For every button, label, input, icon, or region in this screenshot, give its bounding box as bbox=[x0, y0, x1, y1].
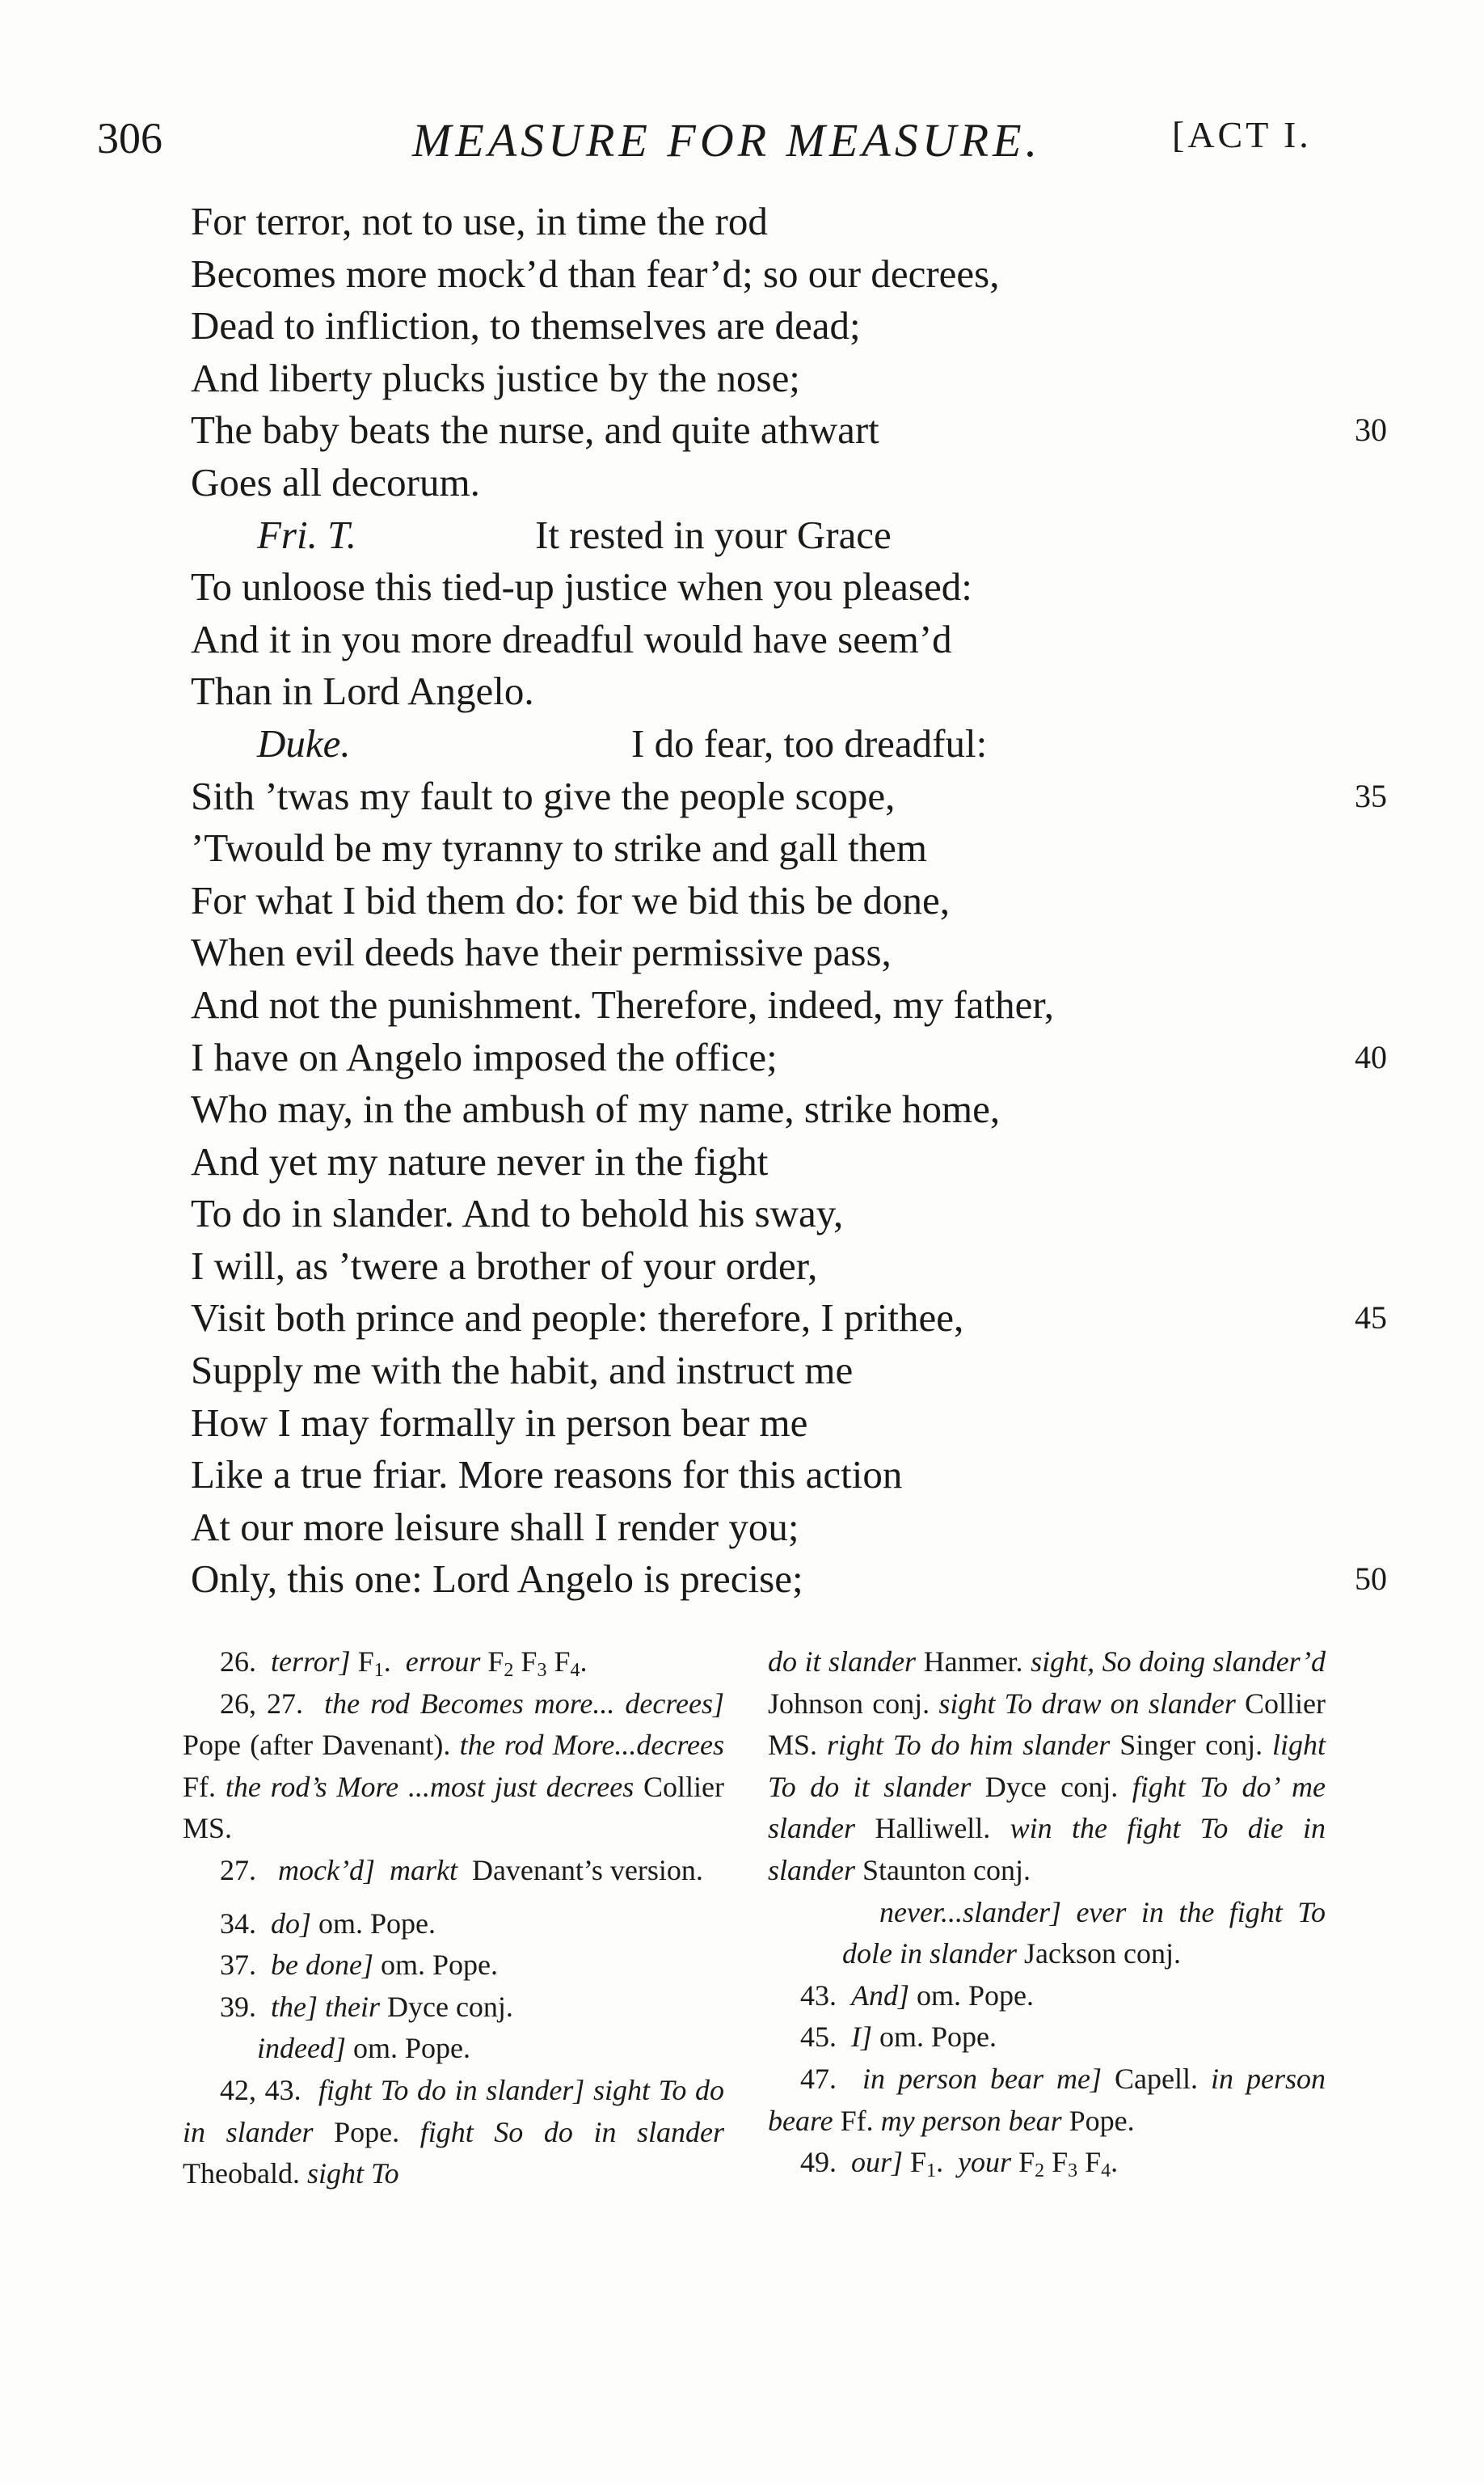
verse-text: Dead to infliction, to themselves are dead; bbox=[191, 303, 861, 348]
speaker-name: Fri. T. bbox=[257, 512, 356, 557]
verse-text: ’Twould be my tyranny to strike and gall them bbox=[191, 826, 928, 871]
verse-text: When evil deeds have their permissive pass, bbox=[191, 930, 892, 975]
note-26: 26. terror] $F_1$. errour $F_2$ $F_3$ $F_4$. bbox=[220, 1645, 588, 1681]
note-47: 47. in person bear me] Capell. in person beare Ff. my person bear Pope. bbox=[768, 2062, 1326, 2137]
verse-text: I do fear, too dreadful: bbox=[631, 720, 988, 766]
verse-line bbox=[191, 822, 1403, 875]
running-head bbox=[97, 113, 1398, 178]
textual-notes-right bbox=[768, 1641, 1326, 2184]
note-37: 37. be done] om. Pope. bbox=[220, 1949, 498, 1982]
verse-line bbox=[191, 979, 1403, 1032]
note-43: 43. And] om. Pope. bbox=[800, 1978, 1035, 2012]
verse-text: It rested in your Grace bbox=[535, 512, 892, 557]
verse-text: For terror, not to use, in time the rod bbox=[191, 199, 768, 243]
verse-line bbox=[191, 1188, 1403, 1240]
verse-text: And yet my nature never in the fight bbox=[191, 1138, 769, 1184]
verse-text: And it in you more dreadful would have seem’d bbox=[191, 616, 952, 661]
verse-line bbox=[191, 1292, 1403, 1345]
verse-text: And liberty plucks justice by the nose; bbox=[191, 355, 800, 400]
note-45: 45. I] om. Pope. bbox=[800, 2021, 997, 2054]
verse-text: And not the punishment. Therefore, indeed, my father, bbox=[191, 982, 1055, 1027]
speaker-name: Duke. bbox=[257, 720, 351, 766]
verse-text: At our more leisure shall I render you; bbox=[191, 1504, 799, 1549]
line-number: 45 bbox=[1355, 1299, 1387, 1337]
verse-text: Like a true friar. More reasons for this action bbox=[191, 1452, 903, 1497]
verse-line bbox=[191, 771, 1403, 823]
verse-line bbox=[191, 300, 1403, 353]
verse-text: To unloose this tied-up justice when you pleased: bbox=[191, 564, 972, 610]
verse-text: Sith ’twas my fault to give the people scope, bbox=[191, 773, 896, 818]
verse-block bbox=[191, 196, 1403, 1606]
verse-text: Than in Lord Angelo. bbox=[191, 669, 534, 714]
verse-line bbox=[191, 875, 1403, 927]
line-number: 40 bbox=[1355, 1038, 1387, 1075]
verse-line bbox=[191, 561, 1403, 614]
verse-line bbox=[191, 457, 1403, 509]
verse-line bbox=[191, 404, 1403, 457]
textual-notes-left bbox=[183, 1641, 724, 2195]
verse-text: Supply me with the habit, and instruct me bbox=[191, 1348, 854, 1393]
verse-text: Visit both prince and people: therefore, I prithee, bbox=[191, 1295, 964, 1341]
line-number: 50 bbox=[1355, 1560, 1387, 1598]
verse-text: For what I bid them do: for we bid this be done, bbox=[191, 877, 951, 923]
verse-line bbox=[191, 509, 1403, 562]
note-42-43-continued: do it slander Hanmer. sight, So doing slander’d Johnson conj. sight To draw on slander Collier MS. right To do him slander Singer conj. light To do it slander Dyce conj. fight To do’ me slander Halliwell. win the fight To die in slander Staunton conj. bbox=[768, 1645, 1326, 1886]
verse-text: To do in slander. And to behold his sway, bbox=[191, 1191, 844, 1236]
act-label: [ACT I. bbox=[1172, 114, 1312, 155]
verse-text: I have on Angelo imposed the office; bbox=[191, 1034, 778, 1079]
verse-line bbox=[191, 1032, 1403, 1084]
note-49: 49. our] $F_1$. your $F_2$ $F_3$ $F_4$. bbox=[800, 2146, 1119, 2182]
verse-line bbox=[191, 1449, 1403, 1501]
verse-line bbox=[191, 1553, 1403, 1606]
verse-line bbox=[191, 1345, 1403, 1397]
note-42-43-b: never...slander] ever in the fight To dole in slander Jackson conj. bbox=[842, 1895, 1326, 1970]
note-42-43: 42, 43. fight To do in slander] sight To do in slander Pope. fight So do in slander Theobald. sight To bbox=[183, 2073, 725, 2190]
verse-line bbox=[191, 1240, 1403, 1293]
verse-line bbox=[191, 665, 1403, 718]
note-39: 39. the] their Dyce conj. bbox=[220, 1990, 513, 2023]
verse-line bbox=[191, 196, 1403, 248]
verse-line bbox=[191, 718, 1403, 771]
verse-text: Who may, in the ambush of my name, strike home, bbox=[191, 1087, 1001, 1132]
verse-line bbox=[191, 1136, 1403, 1189]
verse-text: Only, this one: Lord Angelo is precise; bbox=[191, 1556, 803, 1602]
note-26-27: 26, 27. the rod Becomes more... decrees] Pope (after Davenant). the rod More...decrees Ff. the rod’s More ...most just decrees Collier MS. bbox=[183, 1687, 725, 1845]
play-title: MEASURE FOR MEASURE. bbox=[412, 114, 1042, 167]
verse-line bbox=[191, 353, 1403, 405]
line-number: 30 bbox=[1355, 412, 1387, 449]
line-number: 35 bbox=[1355, 777, 1387, 814]
verse-text: The baby beats the nurse, and quite athwart bbox=[191, 407, 879, 453]
verse-line bbox=[191, 614, 1403, 666]
verse-line bbox=[191, 1083, 1403, 1136]
verse-line bbox=[191, 248, 1403, 301]
note-34: 34. do] om. Pope. bbox=[220, 1907, 436, 1940]
verse-line bbox=[191, 1501, 1403, 1554]
page-number: 306 bbox=[97, 114, 162, 163]
verse-line bbox=[191, 1397, 1403, 1450]
verse-text: I will, as ’twere a brother of your order, bbox=[191, 1243, 818, 1288]
verse-text: Goes all decorum. bbox=[191, 459, 480, 505]
verse-line bbox=[191, 927, 1403, 979]
note-27: 27. mock’d] markt Davenant’s version. bbox=[220, 1853, 703, 1886]
verse-text: How I may formally in person bear me bbox=[191, 1400, 808, 1445]
note-39-b: indeed] om. Pope. bbox=[257, 2032, 470, 2065]
verse-text: Becomes more mock’d than fear’d; so our decrees, bbox=[191, 251, 1000, 296]
